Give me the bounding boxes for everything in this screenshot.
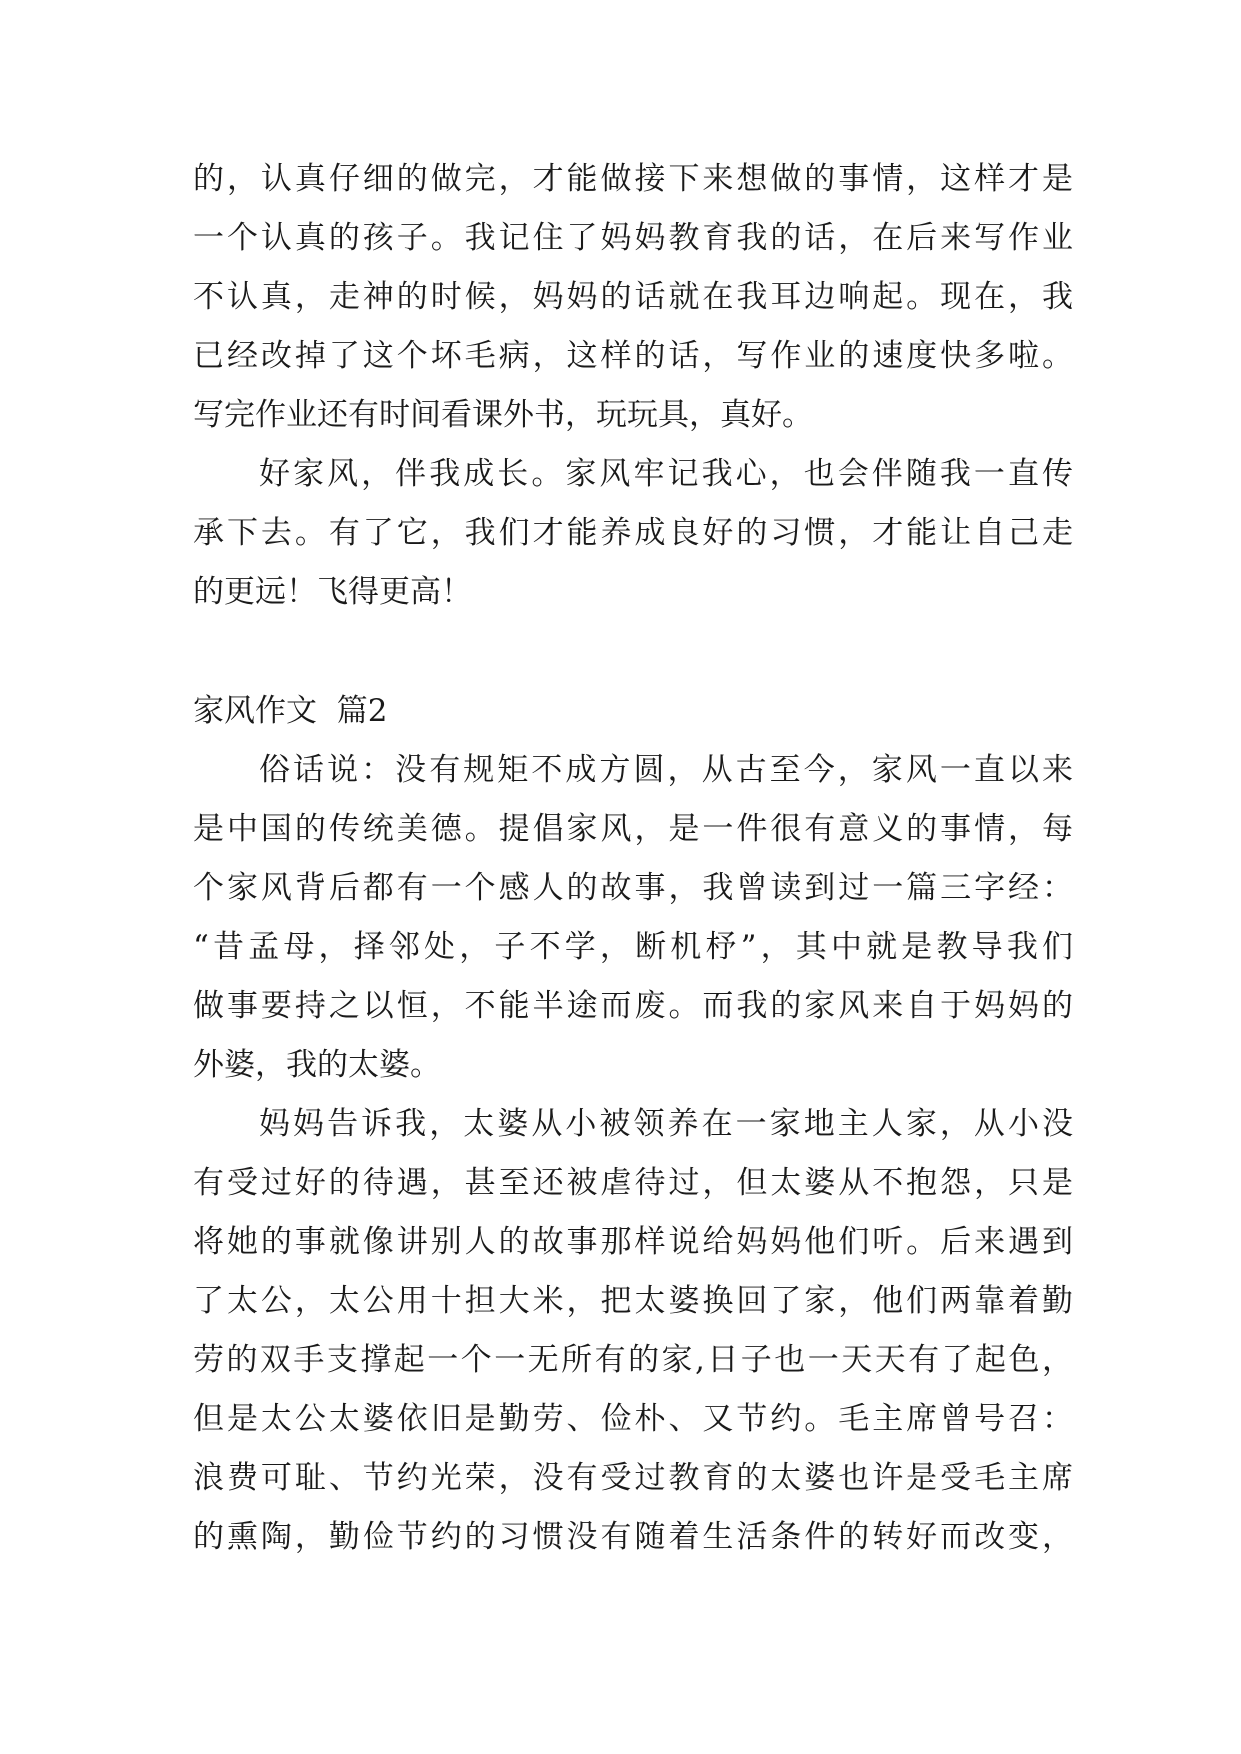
text-line: 做事要持之以恒，不能半途而废。而我的家风来自于妈妈的 [193,988,1073,1024]
text-line: 有受过好的待遇，甚至还被虐待过，但太婆从不抱怨，只是 [193,1165,1073,1201]
text-line: 的，认真仔细的做完，才能做接下来想做的事情，这样才是 [193,161,1073,197]
text-line: 将她的事就像讲别人的故事那样说给妈妈他们听。后来遇到 [193,1224,1073,1260]
section-heading: 家风作文 篇2 [193,693,388,729]
text-line: 好家风，伴我成长。家风牢记我心，也会伴随我一直传 [259,456,1073,492]
text-line: 承下去。有了它，我们才能养成良好的习惯，才能让自己走 [193,515,1073,551]
text-line: 已经改掉了这个坏毛病，这样的话，写作业的速度快多啦。 [193,338,1073,374]
text-line: 浪费可耻、节约光荣，没有受过教育的太婆也许是受毛主席 [193,1460,1073,1496]
text-line: 俗话说：没有规矩不成方圆，从古至今，家风一直以来 [259,752,1073,788]
text-line: 劳的双手支撑起一个一无所有的家,日子也一天天有了起色， [193,1342,1073,1378]
document-body [193,150,1073,1567]
text-line: 是中国的传统美德。提倡家风，是一件很有意义的事情，每 [193,811,1073,847]
text-line: 但是太公太婆依旧是勤劳、俭朴、又节约。毛主席曾号召： [193,1401,1073,1437]
text-line: 妈妈告诉我，太婆从小被领养在一家地主人家，从小没 [259,1106,1073,1142]
text-line: 个家风背后都有一个感人的故事，我曾读到过一篇三字经： [193,870,1073,906]
text-line: 不认真，走神的时候，妈妈的话就在我耳边响起。现在，我 [193,279,1073,315]
text-line: “昔孟母，择邻处，子不学，断机杼”，其中就是教导我们 [193,929,1073,965]
text-line: 一个认真的孩子。我记住了妈妈教育我的话，在后来写作业 [193,220,1073,256]
text-line: 外婆，我的太婆。 [193,1047,441,1083]
text-line: 写完作业还有时间看课外书，玩玩具，真好。 [193,397,813,433]
text-line: 的熏陶，勤俭节约的习惯没有随着生活条件的转好而改变， [193,1519,1073,1555]
text-line: 了太公，太公用十担大米，把太婆换回了家，他们两靠着勤 [193,1283,1073,1319]
section-gap [193,622,1073,682]
text-line: 的更远！飞得更高！ [193,574,472,610]
